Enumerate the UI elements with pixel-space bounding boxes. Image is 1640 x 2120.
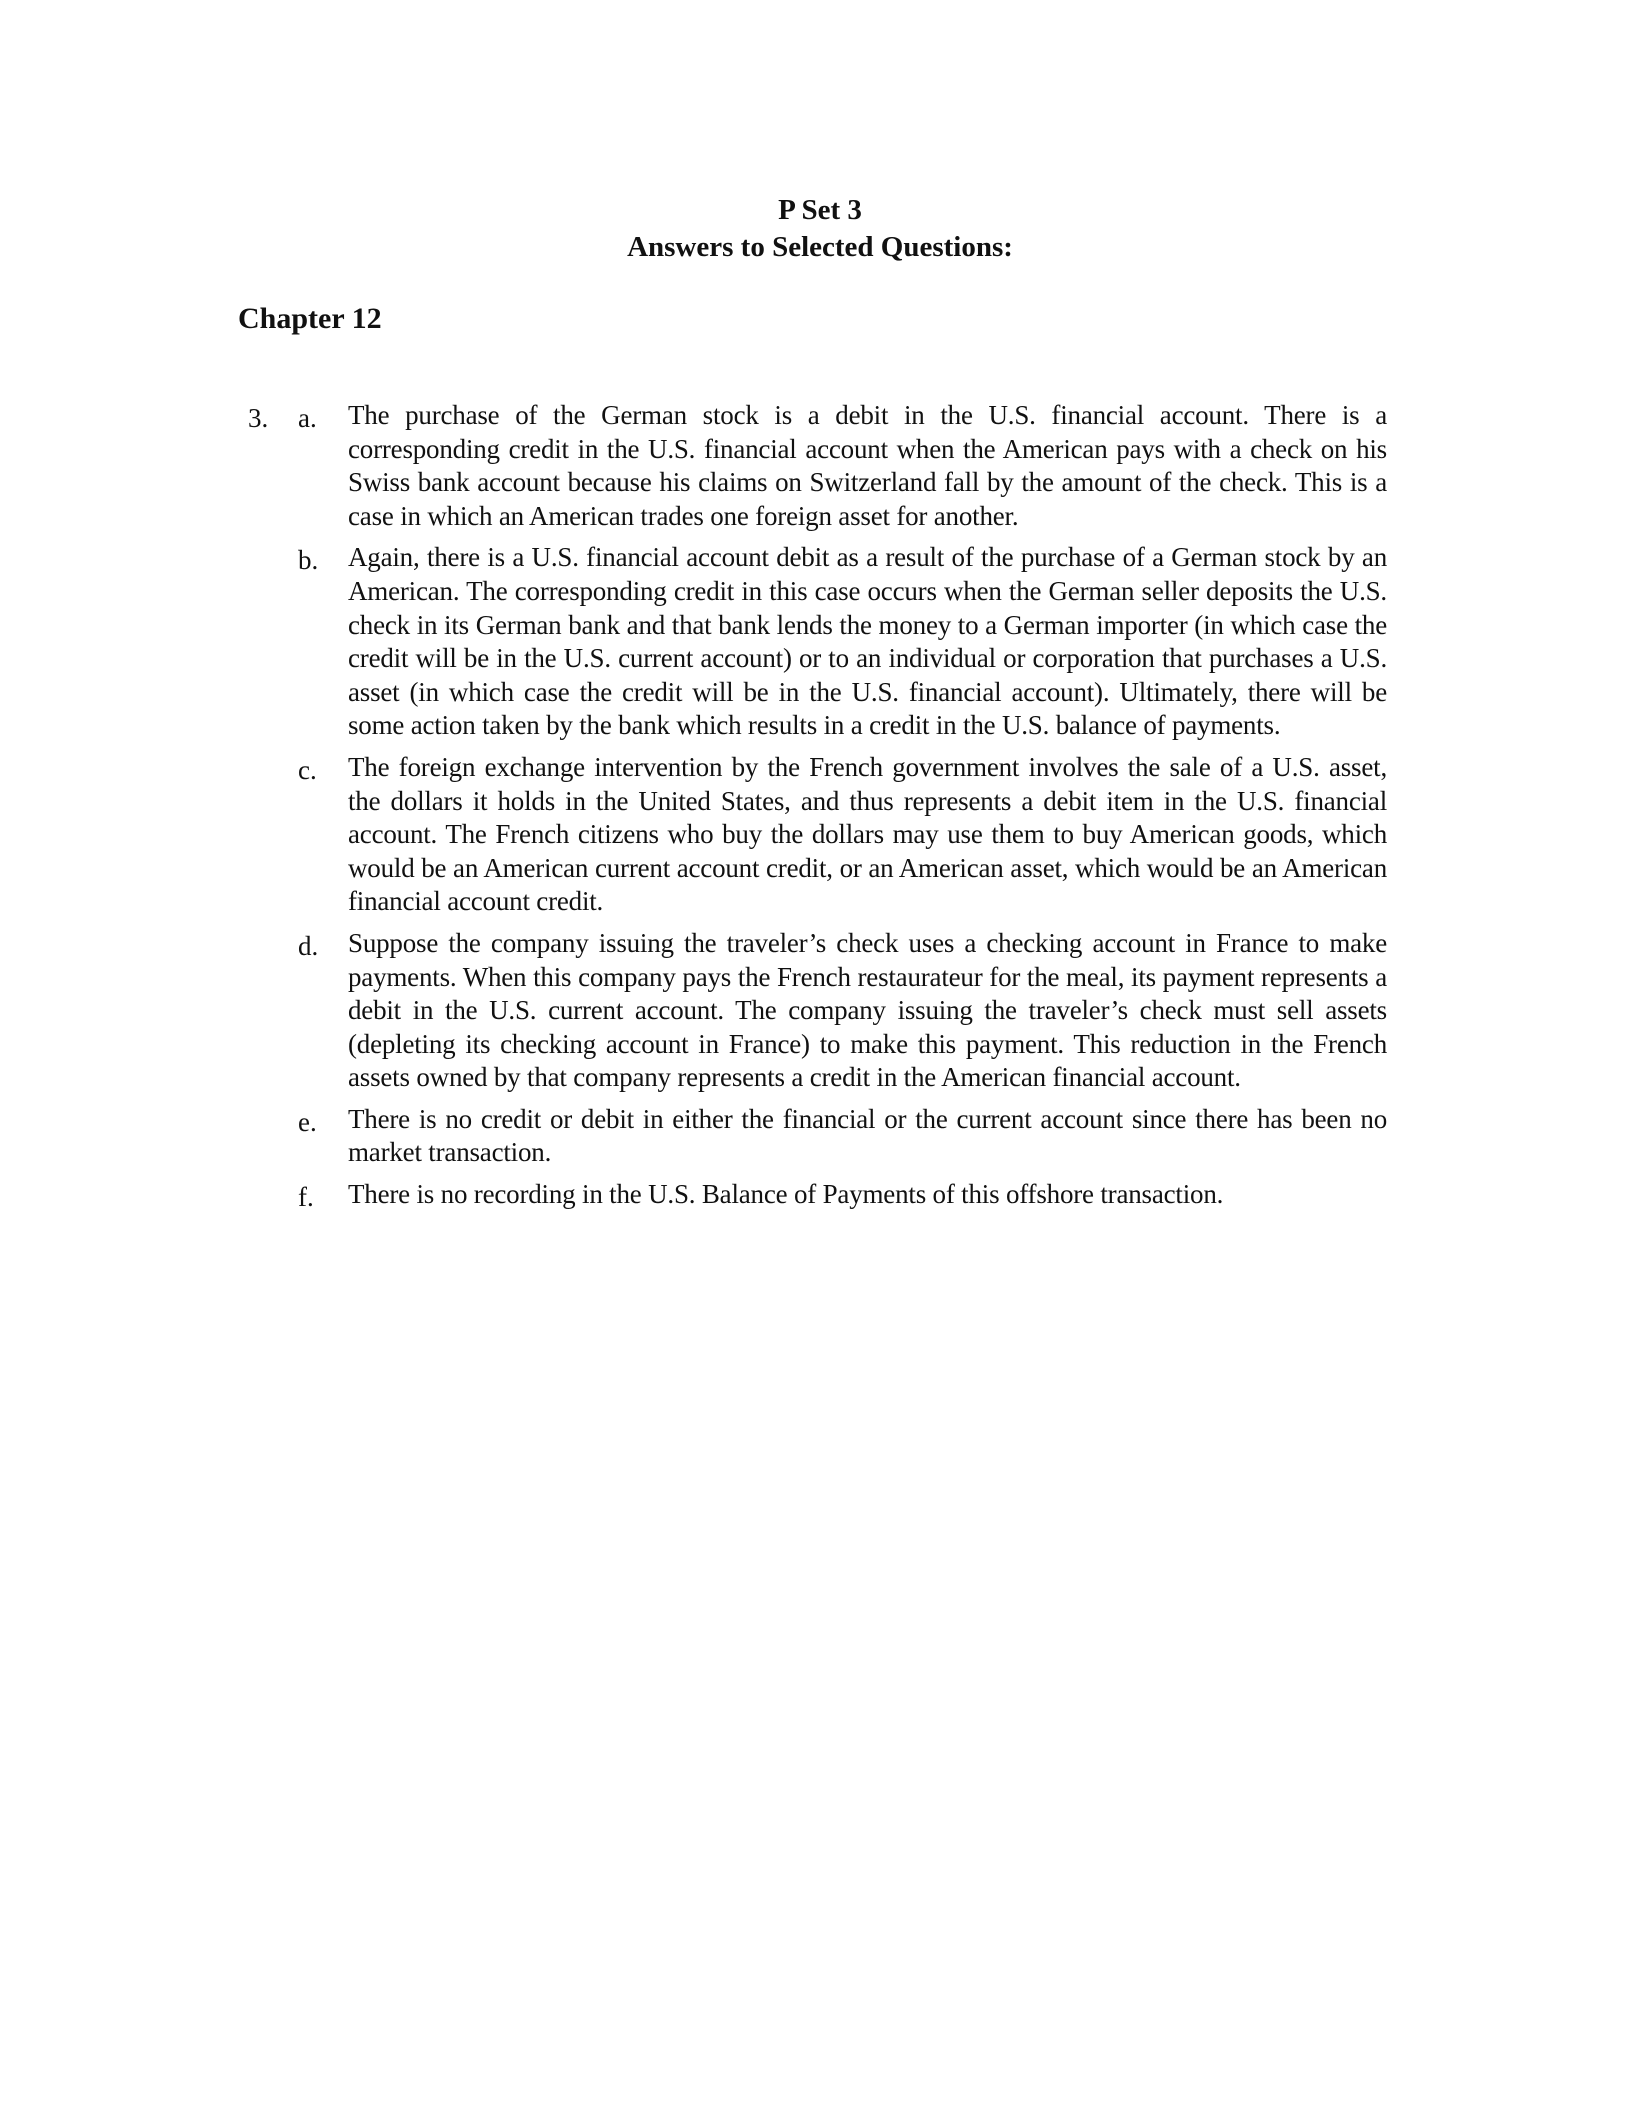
part-letter: f.	[298, 1182, 314, 1213]
chapter-heading: Chapter 12	[238, 302, 382, 335]
part-letter: e.	[298, 1106, 317, 1137]
answer-list	[0, 399, 1640, 1220]
part-letter: b.	[298, 545, 319, 576]
answer-part-a	[0, 399, 1640, 533]
answer-part-f	[0, 1178, 1640, 1212]
part-letter: a.	[298, 403, 317, 433]
part-text: There is no credit or debit in either the financial or the current account since there has been no market transaction.	[348, 1103, 1387, 1168]
part-letter: d.	[298, 930, 319, 961]
answer-part-c	[0, 751, 1640, 919]
part-letter: c.	[298, 754, 317, 785]
part-text: Again, there is a U.S. financial account debit as a result of the purchase of a German stock by an American. The corresponding credit in this case occurs when the German seller deposits the U.S. check in its German bank and that bank lends the money to a German importer (in which case the credit will be in the U.S. current account) or to an individual or corporation that purchases a U.S. asset (in which case the credit will be in the U.S. financial account). Ultimately, there will be some action taken by the bank which results in a credit in the U.S. balance of payments.	[348, 542, 1387, 741]
document-title	[0, 192, 1640, 266]
part-text: The foreign exchange intervention by the French government involves the sale of a U.S. asset, the dollars it holds in the United States, and thus represents a debit item in the U.S. financial account. The French citizens who buy the dollars may use them to buy American goods, which would be an American current account credit, or an American asset, which would be an American financial account credit.	[348, 751, 1387, 917]
title-line-pset: P Set 3	[778, 194, 862, 226]
question-number: 3.	[248, 403, 269, 433]
answer-part-d	[0, 927, 1640, 1095]
answer-part-e	[0, 1103, 1640, 1170]
title-line-answers: Answers to Selected Questions:	[627, 231, 1013, 263]
part-text: There is no recording in the U.S. Balance of Payments of this offshore transaction.	[348, 1179, 1224, 1210]
answer-part-b	[0, 541, 1640, 743]
part-text: Suppose the company issuing the traveler’s check uses a checking account in France to make payments. When this company pays the French restaurateur for the meal, its payment represents a debit in the U.S. current account. The company issuing the traveler’s check must sell assets (depleting its checking account in France) to make this payment. This reduction in the French assets owned by that company represents a credit in the American financial account.	[348, 927, 1387, 1093]
part-text: The purchase of the German stock is a debit in the U.S. financial account. There is a corresponding credit in the U.S. financial account when the American pays with a check on his Swiss bank account because his claims on Switzerland fall by the amount of the check. This is a case in which an American trades one foreign asset for another.	[348, 400, 1387, 531]
